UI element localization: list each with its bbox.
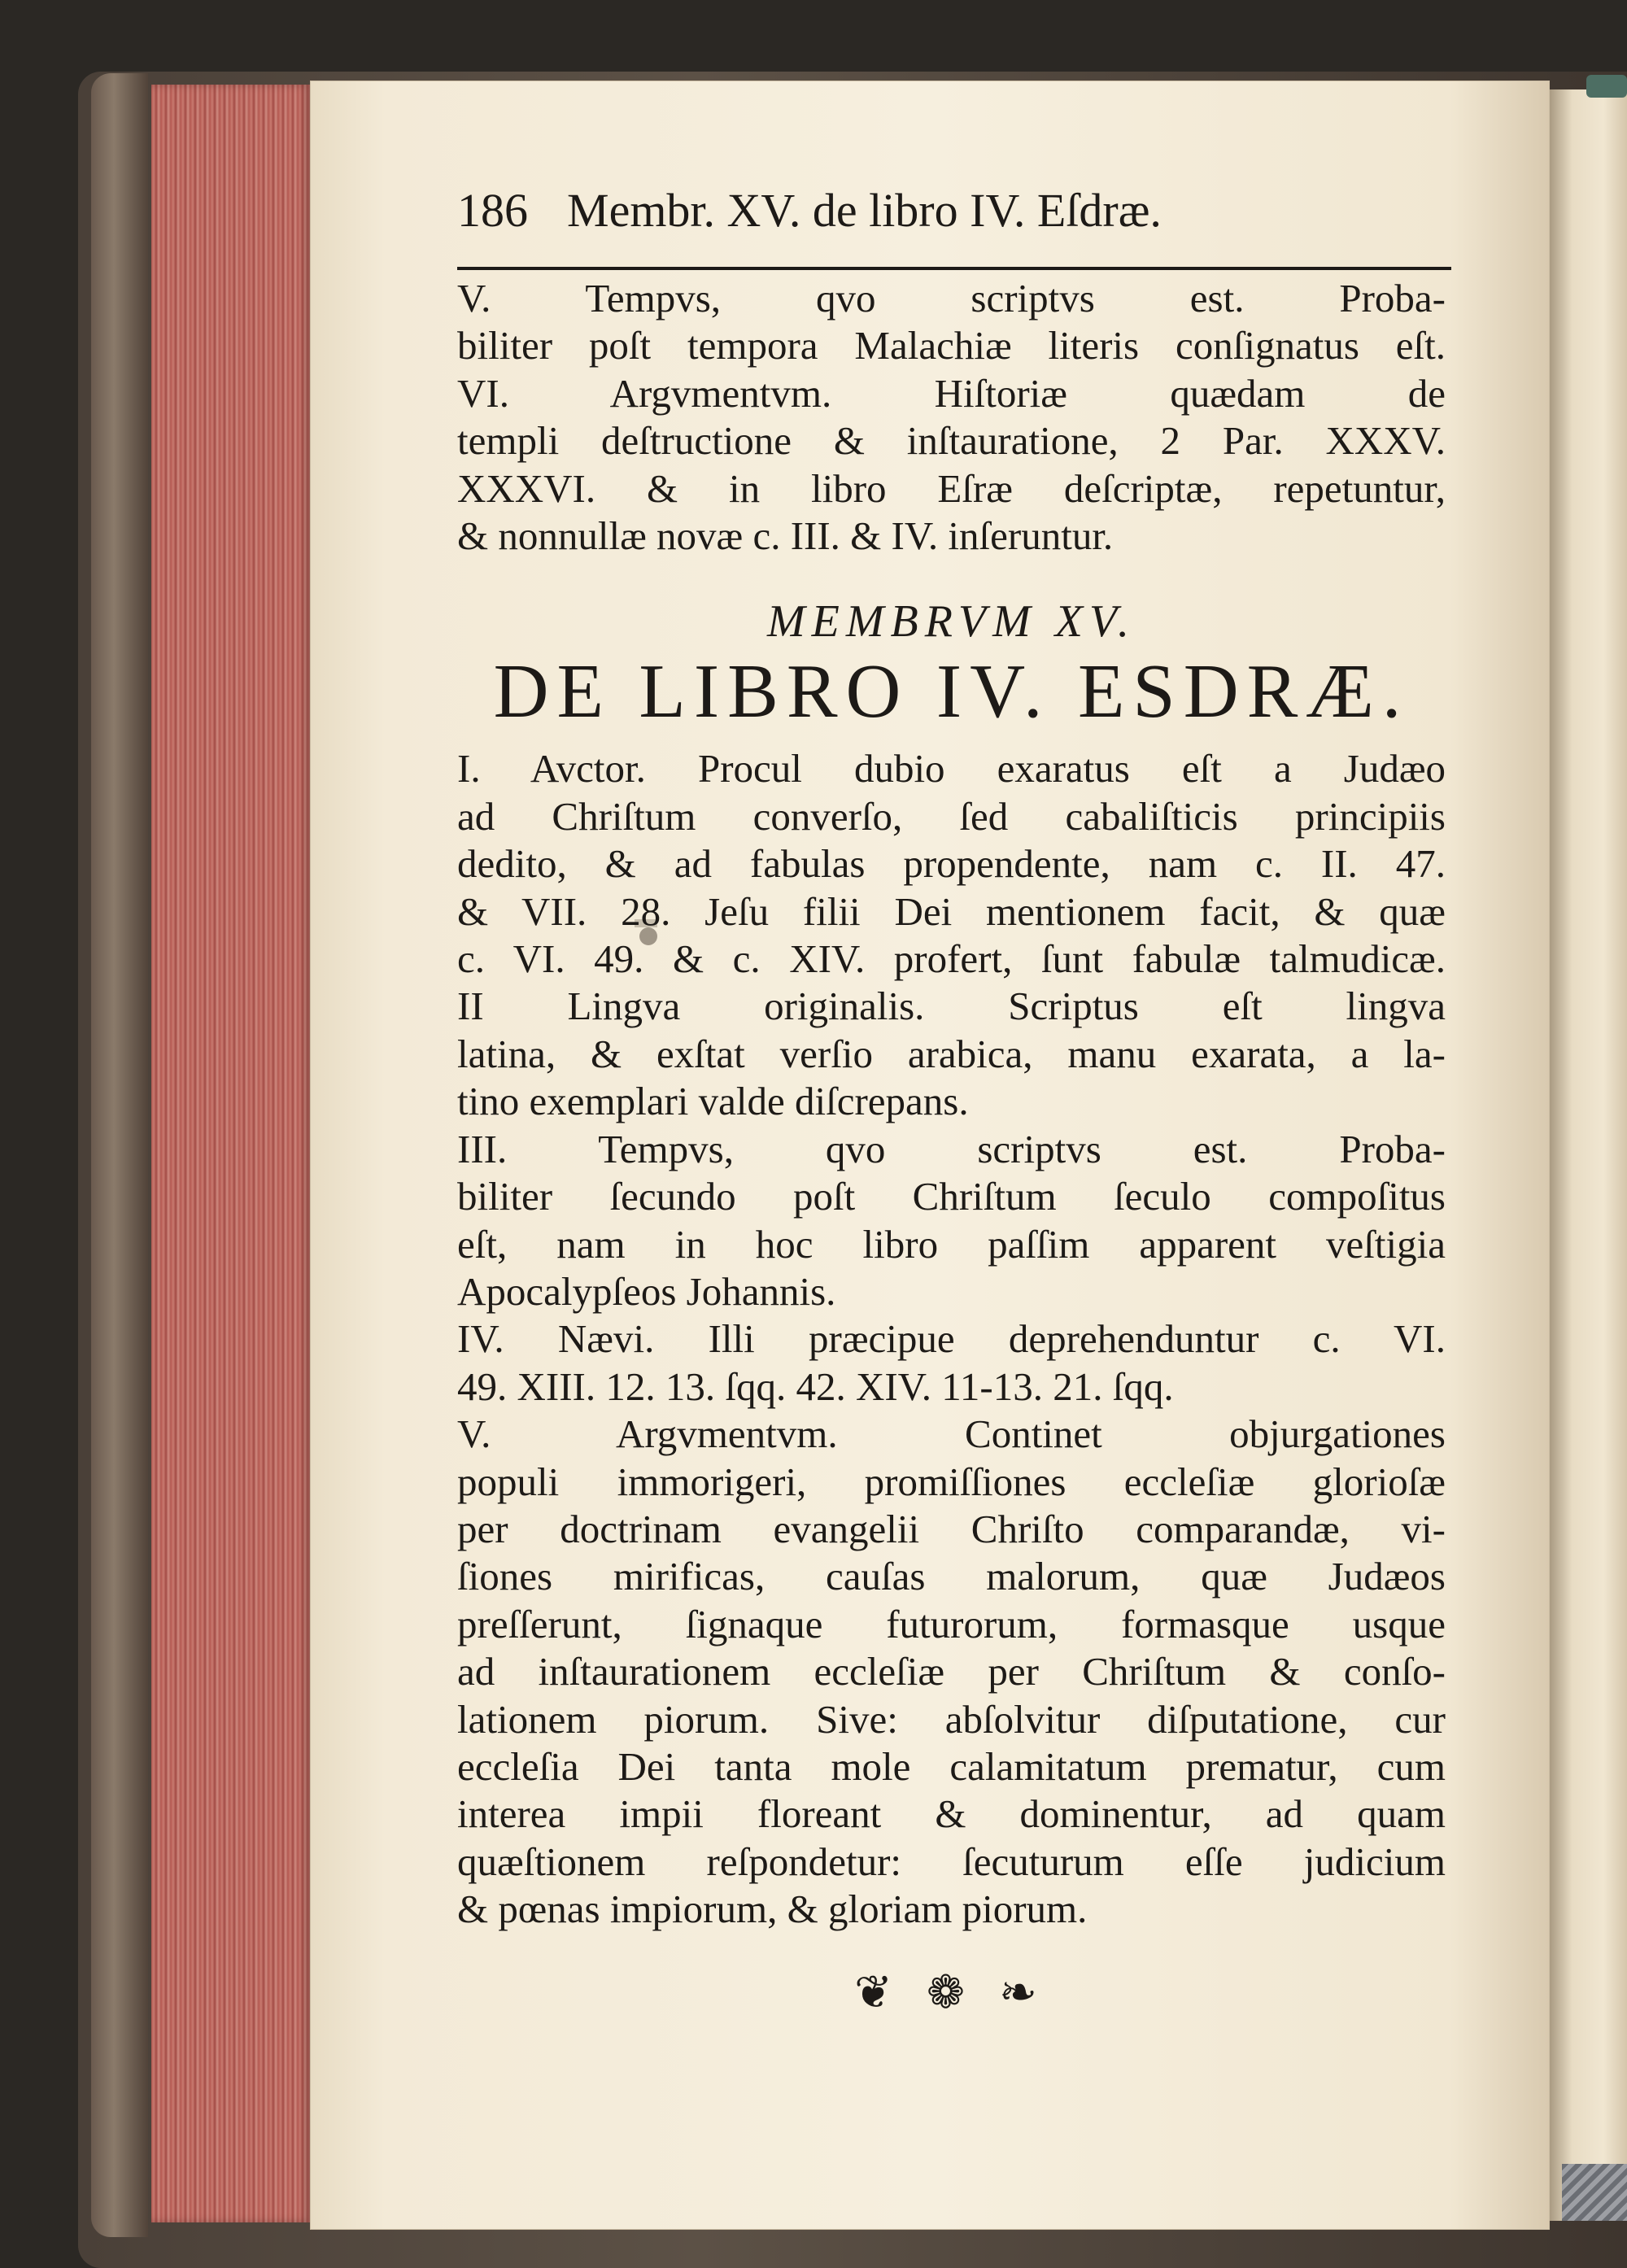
text-line: tino exemplari valde diſcrepans. [457, 1079, 969, 1124]
book-page [311, 81, 1549, 2229]
text-line: lationem piorum. Sive: abſolvitur diſputatione, cur [457, 1696, 1446, 1742]
text-line: & pœnas impiorum, & gloriam piorum. [457, 1886, 1088, 1932]
section-body [457, 745, 1446, 1933]
text-line: ſiones mirificas, cauſas malorum, quæ Judæos [457, 1554, 1446, 1599]
book-spine-edge [91, 73, 148, 2237]
text-line: ad inſtaurationem eccleſiæ per Chriſtum & conſo- [457, 1649, 1446, 1694]
text-line: biliter poſt tempora Malachiæ literis conſignatus eſt. [457, 323, 1446, 369]
text-line: XXXVI. & in libro Eſræ deſcriptæ, repetuntur, [457, 465, 1446, 511]
facing-page-edge [1549, 89, 1627, 2221]
running-title: Membr. XV. de libro IV. Eſdræ. [567, 184, 1162, 237]
text-line: quæſtionem reſpondetur: ſecuturum eſſe judicium [457, 1838, 1446, 1884]
text-line: c. VI. 49. & c. XIV. profert, ſunt fabulæ talmudicæ. [457, 936, 1446, 982]
text-line: eſt, nam in hoc libro paſſim apparent veſtigia [457, 1221, 1446, 1267]
text-line: 49. XIII. 12. 13. ſqq. 42. XIV. 11-13. 21. ſqq. [457, 1363, 1174, 1409]
text-line: & VII. 28. Jeſu filii Dei mentionem facit, & quæ [457, 888, 1446, 934]
text-line: latina, & exſtat verſio arabica, manu exarata, a la- [457, 1031, 1446, 1076]
text-line: ad Chriſtum converſo, ſed cabaliſticis principiis [457, 793, 1446, 839]
red-page-edges [151, 85, 311, 2222]
printers-ornament: ❦ ❁ ❧ [854, 1967, 1049, 2018]
text-line: Apocalypſeos Johannis. [457, 1268, 836, 1314]
text-line: I. Avctor. Procul dubio exaratus eſt a Judæo [457, 746, 1446, 792]
text-line: & nonnullæ novæ c. III. & IV. inſeruntur. [457, 513, 1114, 559]
header-rule [457, 267, 1451, 270]
bookmark-ribbon [1586, 75, 1627, 98]
text-line: biliter ſecundo poſt Chriſtum ſeculo compoſitus [457, 1174, 1446, 1219]
text-line: populi immorigeri, promiſſiones eccleſiæ glorioſæ [457, 1459, 1446, 1504]
text-line: eccleſia Dei tanta mole calamitatum prematur, cum [457, 1743, 1446, 1789]
membrum-heading: MEMBRVM XV. [767, 596, 1136, 648]
text-line: per doctrinam evangelii Chriſto comparandæ, vi- [457, 1506, 1446, 1551]
previous-section [457, 275, 1446, 560]
page-number: 186 [457, 184, 528, 237]
running-head [457, 184, 1446, 252]
text-line: V. Argvmentvm. Continet objurgationes [457, 1411, 1446, 1457]
book-title: DE LIBRO IV. ESDRÆ. [493, 649, 1410, 735]
text-line: dedito, & ad fabulas propendente, nam c. II. 47. [457, 841, 1446, 887]
text-line: II Lingva originalis. Scriptus eſt lingva [457, 984, 1446, 1029]
text-line: interea impii floreant & dominentur, ad quam [457, 1791, 1446, 1837]
cloth-binding-corner [1562, 2164, 1627, 2221]
page-text-block [457, 184, 1446, 2019]
text-line: V. Tempvs, qvo scriptvs est. Proba- [457, 276, 1446, 321]
text-line: templi deſtructione & inſtauratione, 2 Par. XXXV. [457, 418, 1446, 464]
text-line: III. Tempvs, qvo scriptvs est. Proba- [457, 1126, 1446, 1171]
text-line: IV. Nævi. Illi præcipue deprehenduntur c. VI. [457, 1316, 1446, 1362]
text-line: preſſerunt, ſignaque futurorum, formasque usque [457, 1601, 1446, 1646]
text-line: VI. Argvmentvm. Hiſtoriæ quædam de [457, 370, 1446, 416]
